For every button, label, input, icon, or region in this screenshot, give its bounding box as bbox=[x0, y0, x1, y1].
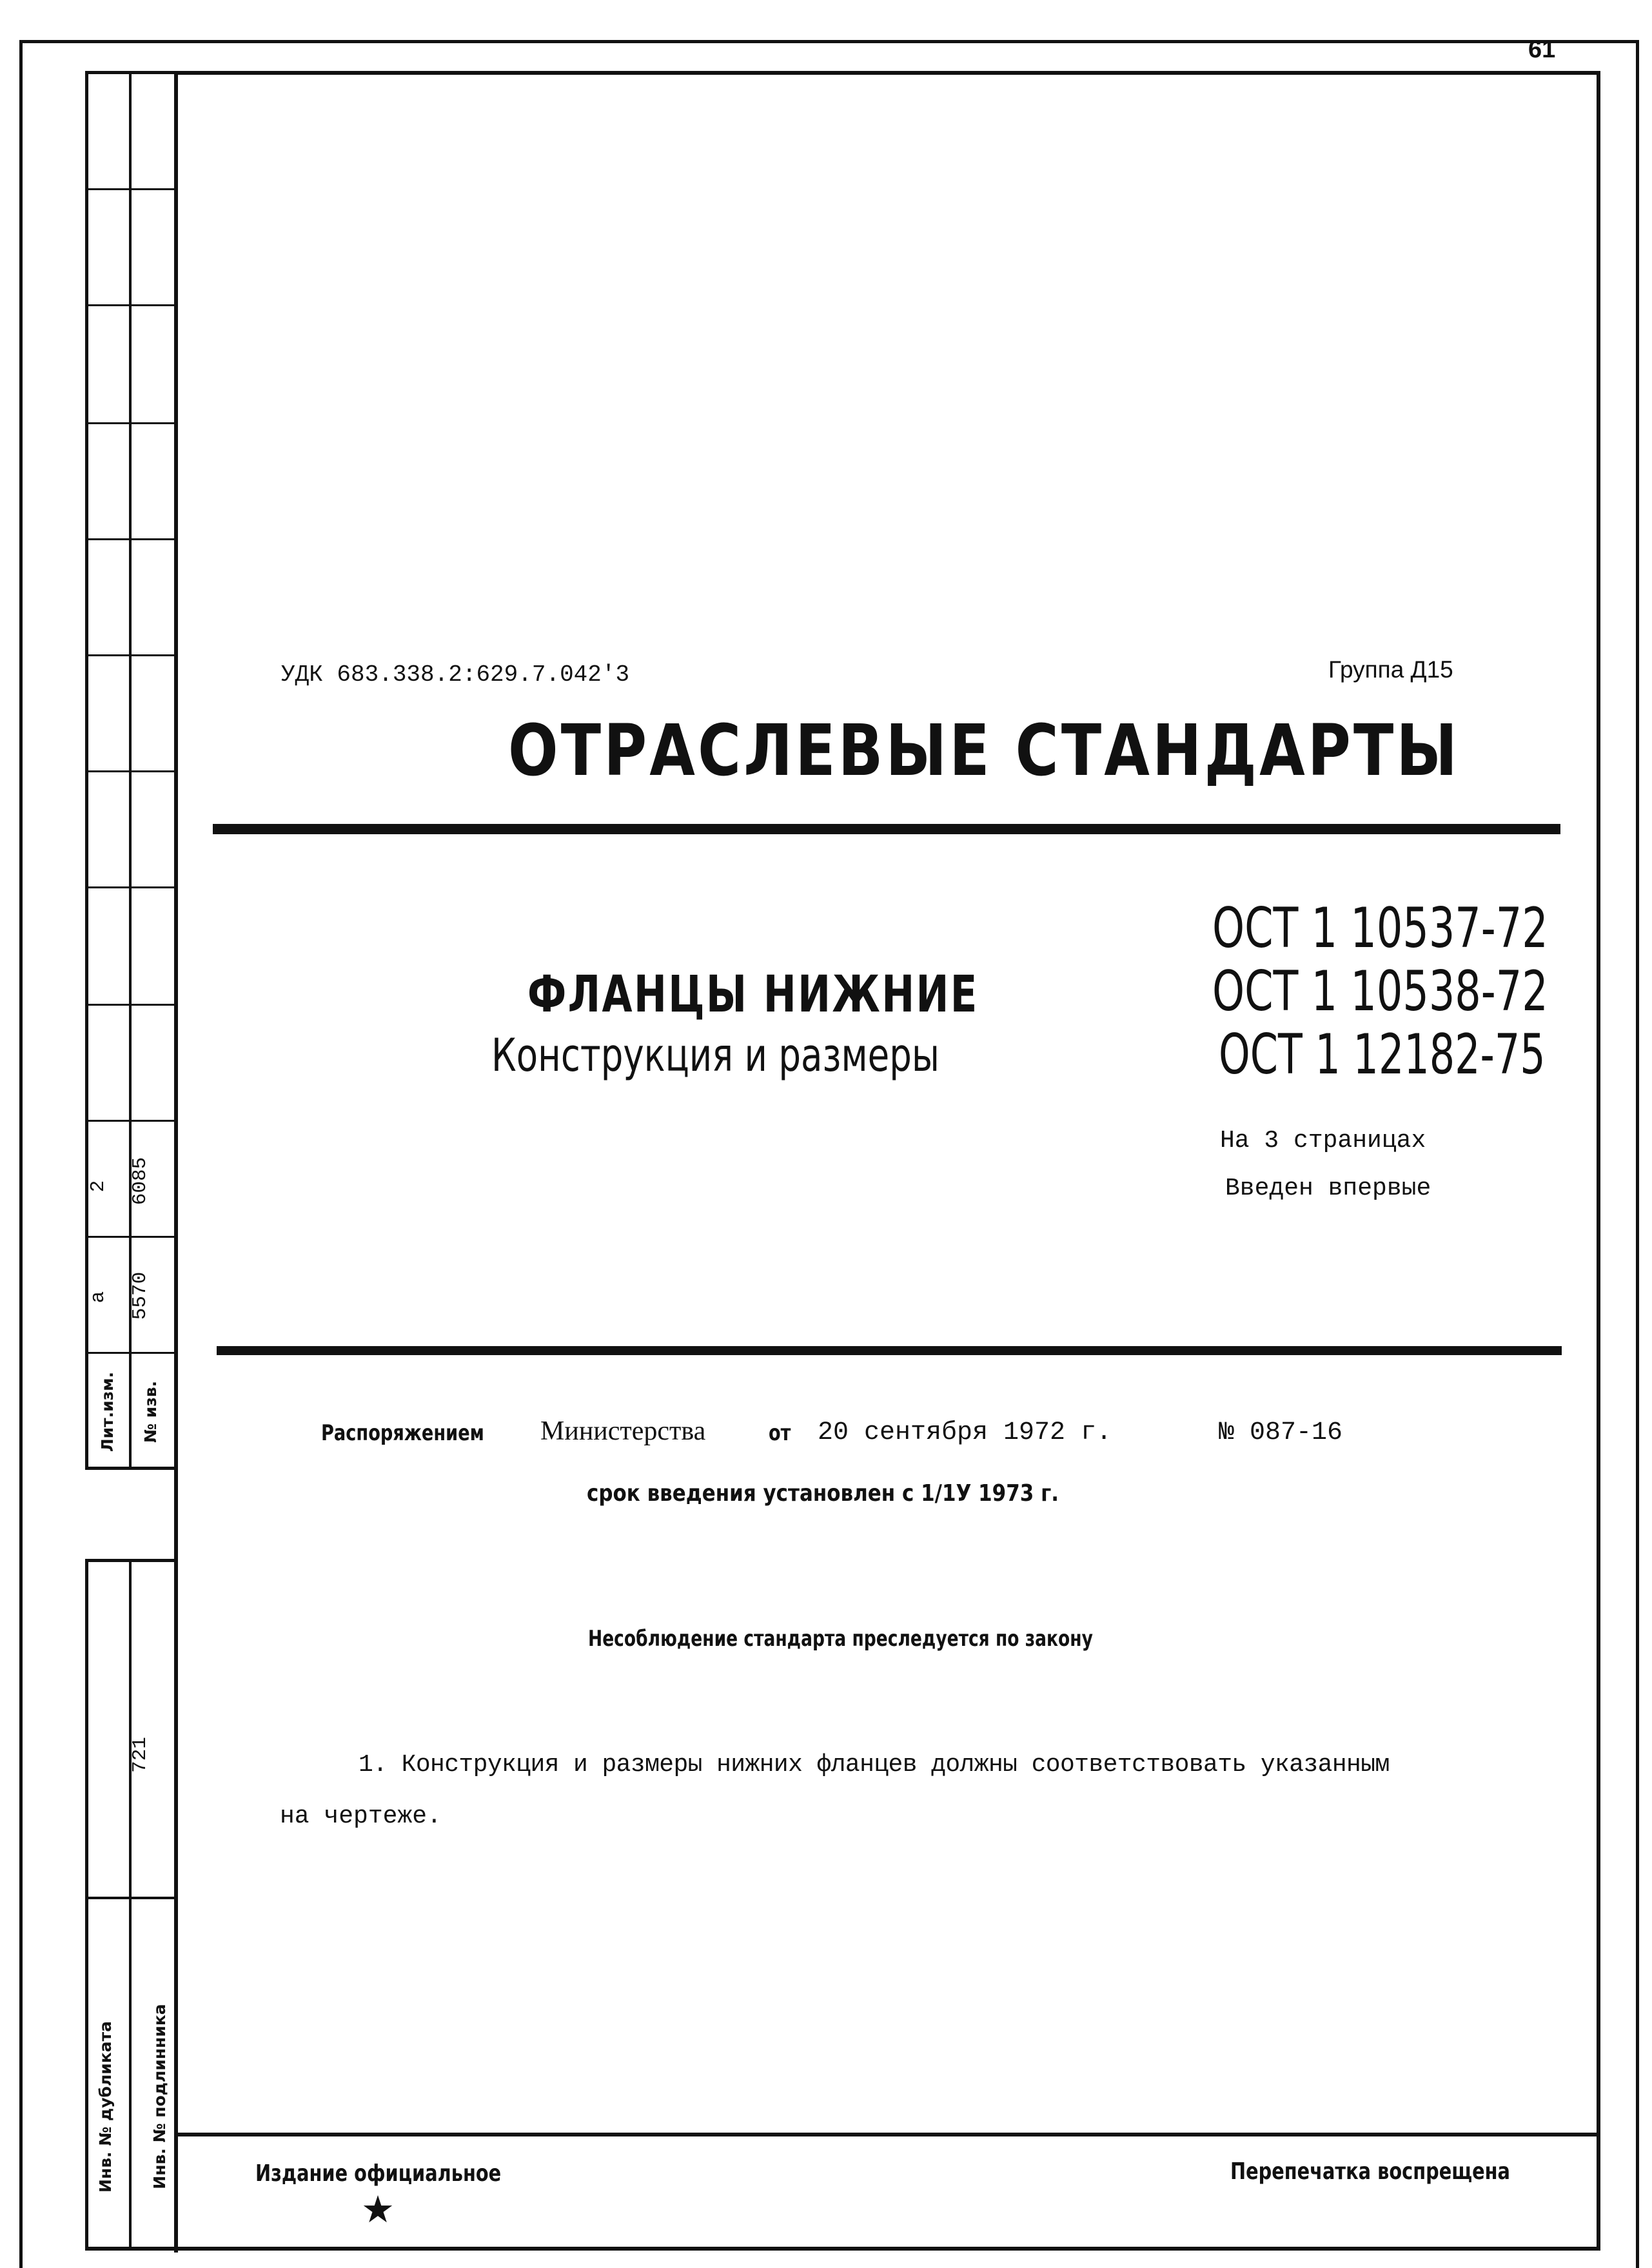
page-number: 61 bbox=[1528, 36, 1556, 63]
pages-note: На 3 страницах bbox=[1220, 1127, 1426, 1155]
standard-item: ОСТ 1 12182-75 bbox=[1219, 1022, 1546, 1087]
doc-subtitle: Конструкция и размеры bbox=[491, 1029, 940, 1082]
standard-item: ОСТ 1 10537-72 bbox=[1212, 896, 1548, 961]
para1-line1: 1. Конструкция и размеры нижних фланцев должны соответствовать указанным bbox=[359, 1751, 1390, 1779]
udk-code bbox=[281, 660, 629, 688]
para1-line2: на чертеже. bbox=[280, 1803, 442, 1830]
doc-title: ФЛАНЦЫ НИЖНИЕ bbox=[527, 966, 979, 1024]
law-line: Несоблюдение стандарта преследуется по закону bbox=[588, 1626, 1093, 1652]
side-rev-letter-2: 2 bbox=[87, 1180, 110, 1193]
side-rev-number-6085: 6085 bbox=[129, 1157, 152, 1206]
side-inv-podl-label: Инв. № подлинника bbox=[150, 2004, 169, 2189]
footer-left: Издание официальное bbox=[255, 2160, 502, 2187]
side-inv-dubl-label: Инв. № дубликата bbox=[96, 2021, 115, 2193]
side-inv-podl-number: 721 bbox=[129, 1737, 152, 1773]
star-icon: ★ bbox=[361, 2187, 395, 2231]
footer-right: Перепечатка воспрещена bbox=[1230, 2158, 1510, 2185]
intro-note: Введен впервые bbox=[1225, 1175, 1431, 1202]
term-line: срок введения установлен с 1/1У 1973 г. bbox=[587, 1480, 1059, 1507]
order-label: Распоряжением bbox=[321, 1420, 484, 1446]
side-lit-izm-label: Лит.изм. bbox=[98, 1371, 117, 1452]
standard-item: ОСТ 1 10538-72 bbox=[1212, 959, 1548, 1024]
order-date: 20 сентября 1972 г. bbox=[818, 1418, 1112, 1447]
side-rev-letter-a: а bbox=[87, 1291, 110, 1304]
udk-text: УДК 683.338.2:629.7.042'3 bbox=[281, 661, 630, 688]
header-title: ОТРАСЛЕВЫЕ СТАНДАРТЫ bbox=[508, 709, 1460, 792]
order-from: от bbox=[769, 1420, 791, 1446]
side-rev-number-5570: 5570 bbox=[129, 1271, 152, 1320]
order-body: Министерства bbox=[540, 1416, 706, 1446]
side-no-izv-label: № изв. bbox=[141, 1380, 160, 1443]
order-number: № 087-16 bbox=[1219, 1418, 1343, 1447]
header-rule bbox=[213, 824, 1560, 834]
section-rule bbox=[217, 1346, 1562, 1355]
group-code: Группа Д15 bbox=[1328, 656, 1453, 683]
